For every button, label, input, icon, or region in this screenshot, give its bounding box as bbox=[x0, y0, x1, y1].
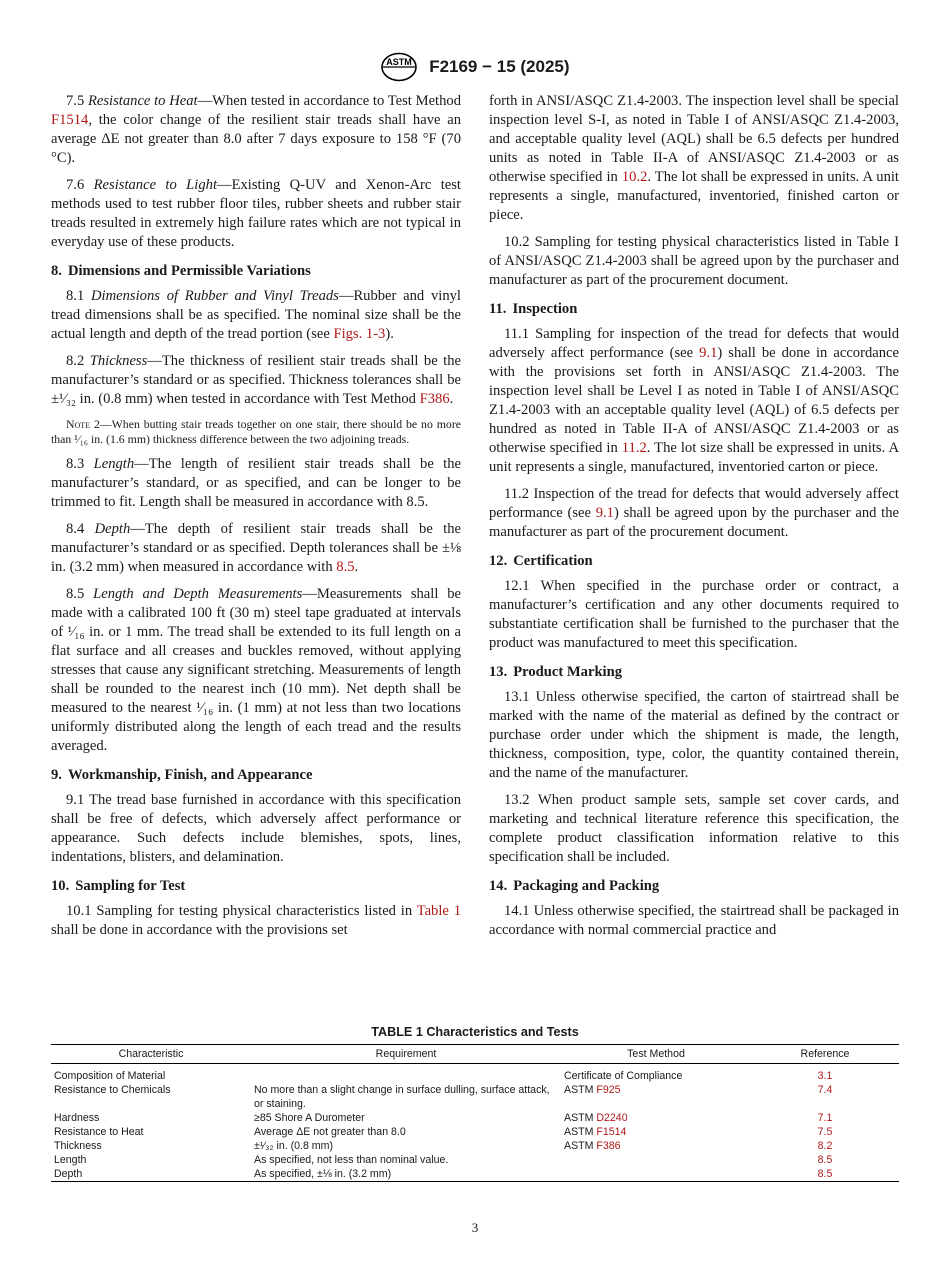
table-title: TABLE 1 Characteristics and Tests bbox=[371, 1025, 579, 1039]
heading-11: 11. Inspection bbox=[489, 301, 578, 317]
cell-reference[interactable]: 8.5 bbox=[817, 1154, 833, 1166]
link-10-2[interactable]: 10.2 bbox=[621, 169, 648, 185]
cell-test-method: ASTM F925 bbox=[564, 1084, 621, 1096]
link-table-1[interactable]: Table 1 bbox=[416, 903, 461, 919]
section-8-4: 8.4 Depth—The depth of resilient stair treads shall be the manufacturer’s standard or as specified. Depth tolerances shall be ±⅛ in. (3.2 mm) when measured in accordance with 8.5. bbox=[51, 521, 461, 575]
section-8-5: 8.5 Length and Depth Measurements—Measurements shall be made with a calibrated 100 ft (30 m) steel tape graduated at intervals of ¹⁄₁₆ in. or 1 mm. The tread shall be extended to its full length on a flat surface and all creases and buckles removed, without applying stresses that cause any significant stretching. Measurements of length shall be rounded to the nearest inch (10 mm). Net depth shall be measured to the nearest ¹⁄₁₆ in. (1 mm) at not less than two locations uniformly distributed along the length of each tread and the results averaged. bbox=[51, 586, 461, 754]
section-8-2: 8.2 Thickness—The thickness of resilient stair treads shall be the manufacturer’s standard or as specified. Thickness tolerances shall be ±¹⁄₃₂ in. (0.8 mm) when tested in accordance with Test Method F386. bbox=[51, 353, 461, 407]
cell-reference[interactable]: 7.5 bbox=[817, 1126, 833, 1138]
heading-14: 14. Packaging and Packing bbox=[489, 878, 660, 894]
table-row bbox=[51, 1167, 899, 1182]
cell-reference[interactable]: 8.2 bbox=[817, 1140, 833, 1152]
page-number: 3 bbox=[471, 1220, 479, 1235]
cell-test-method bbox=[561, 1167, 751, 1182]
cell-characteristic: Hardness bbox=[54, 1112, 100, 1124]
cell-requirement: ±¹⁄₃₂ in. (0.8 mm) bbox=[254, 1140, 333, 1152]
heading-12: 12. Certification bbox=[489, 553, 593, 569]
cell-reference[interactable]: 7.1 bbox=[817, 1112, 833, 1124]
link-f1514[interactable]: F1514 bbox=[51, 112, 89, 128]
table-row bbox=[51, 1083, 899, 1111]
cell-characteristic: Depth bbox=[51, 1167, 251, 1182]
link-f386-table[interactable]: F386 bbox=[596, 1140, 621, 1152]
left-column bbox=[51, 92, 461, 948]
cell-requirement: ≥85 Shore A Durometer bbox=[254, 1112, 365, 1124]
section-10-1-continued: forth in ANSI/ASQC Z1.4-2003. The inspection level shall be special inspection level S-I, as noted in Table I of ANSI/ASQC Z1.4-2003, and acceptable quality level (AQL) shall be 6.5 defects per hundred units as noted in Table II-A of ANSI/ASQC Z1.4-2003 or as otherwise specified in 10.2. The lot shall be expressed in units. A unit represents a single, manufactured, inventoried, finished carton or piece. bbox=[489, 93, 899, 223]
link-11-2[interactable]: 11.2 bbox=[621, 440, 647, 456]
note-2: Note 2—When butting stair treads together on one stair, there should be no more than ¹⁄₁₆ in. (1.6 mm) thickness difference between the two adjoining treads. bbox=[51, 417, 461, 446]
col-header-requirement: Requirement bbox=[251, 1045, 561, 1064]
cell-reference[interactable]: 7.4 bbox=[817, 1084, 833, 1096]
characteristics-table bbox=[51, 1044, 899, 1182]
designation: F2169 − 15 (2025) bbox=[429, 57, 570, 76]
cell-requirement: Average ΔE not greater than 8.0 bbox=[254, 1126, 406, 1138]
section-10-1: 10.1 Sampling for testing physical characteristics listed in Table 1 shall be done in accordance with the provisions set bbox=[51, 903, 461, 938]
table-row bbox=[51, 1125, 899, 1139]
table-row bbox=[51, 1111, 899, 1125]
section-13-1: 13.1 Unless otherwise specified, the carton of stairtread shall be marked with the name of the material as defined by the contract or purchase order under which the shipment is made, the length, thickness, composition, type, color, the quantity contained therein, and the name of the manufacturer. bbox=[489, 689, 899, 781]
table-row bbox=[51, 1064, 899, 1084]
cell-reference[interactable]: 8.5 bbox=[751, 1167, 899, 1182]
section-11-1: 11.1 Sampling for inspection of the tread for defects that would adversely affect performance (see 9.1) shall be done in accordance with the provisions set forth in ANSI/ASQC Z1.4-2003. The inspection level shall be Level I as noted in Table I of ANSI/ASQC Z1.4-2003 with an acceptable quality level (AQL) of 6.5 defects per hundred as noted in Table II-A of ANSI/ASQC Z1.4-2003 or as otherwise specified in 11.2. The lot size shall be expressed in units. A unit represents a single, manufactured, inventoried carton or piece. bbox=[489, 326, 899, 475]
link-d2240[interactable]: D2240 bbox=[596, 1112, 628, 1124]
section-13-2: 13.2 When product sample sets, sample set cover cards, and marketing and technical literature reference this specification, the complete product classification information relative to this specification shall be included. bbox=[489, 792, 899, 865]
heading-8: 8. Dimensions and Permissible Variations bbox=[51, 263, 311, 279]
cell-characteristic: Resistance to Chemicals bbox=[54, 1084, 171, 1096]
section-11-2: 11.2 Inspection of the tread for defects that would adversely affect performance (see 9.1) shall be agreed upon by the purchaser and the manufacturer as part of the procurement document. bbox=[489, 486, 899, 540]
heading-13: 13. Product Marking bbox=[489, 664, 623, 680]
col-header-characteristic: Characteristic bbox=[51, 1045, 251, 1064]
cell-characteristic: Composition of Material bbox=[54, 1070, 166, 1082]
section-10-2: 10.2 Sampling for testing physical characteristics listed in Table I of ANSI/ASQC Z1.4-2003 shall be agreed upon by the purchaser and manufacturer as part of the procurement document. bbox=[489, 234, 899, 288]
section-14-1: 14.1 Unless otherwise specified, the stairtread shall be packaged in accordance with normal commercial practice and bbox=[489, 903, 899, 938]
cell-test-method: ASTM F1514 bbox=[564, 1126, 627, 1138]
cell-reference[interactable]: 3.1 bbox=[817, 1070, 833, 1082]
cell-test-method bbox=[561, 1153, 751, 1167]
cell-test-method: ASTM F386 bbox=[564, 1140, 621, 1152]
cell-characteristic: Thickness bbox=[54, 1140, 102, 1152]
table-row bbox=[51, 1153, 899, 1167]
link-f925[interactable]: F925 bbox=[596, 1084, 621, 1096]
section-9-1: 9.1 The tread base furnished in accordance with this specification shall be free of defects, which adversely affect performance or appearance. Such defects include blemishes, spots, lines, indentations, blisters, and delamination. bbox=[51, 792, 461, 865]
heading-9: 9. Workmanship, Finish, and Appearance bbox=[51, 767, 313, 783]
section-7-6: 7.6 Resistance to Light—Existing Q-UV and Xenon-Arc test methods used to test rubber floor tiles, rubber sheets and rubber stair treads resulted in extremely high failure rates which are not typical in everyday use of these products. bbox=[51, 177, 461, 250]
section-12-1: 12.1 When specified in the purchase order or contract, a manufacturer’s certification and any other documents required to substantiate certification shall be furnished to the purchaser that the product was manufactured to meet this specification. bbox=[489, 578, 899, 651]
svg-text:ASTM: ASTM bbox=[386, 57, 413, 67]
link-9-1-b[interactable]: 9.1 bbox=[595, 505, 614, 521]
cell-test-method: ASTM D2240 bbox=[564, 1112, 628, 1124]
link-figs[interactable]: Figs. 1-3 bbox=[333, 326, 386, 342]
section-7-5: 7.5 Resistance to Heat—When tested in accordance to Test Method F1514, the color change of the resilient stair treads shall have an average ΔE not greater than 8.0 after 7 days exposure to 158 °F (70 °C). bbox=[51, 93, 461, 166]
right-column bbox=[489, 92, 899, 948]
heading-10: 10. Sampling for Test bbox=[51, 878, 186, 894]
page-header bbox=[0, 52, 950, 82]
table-header-row bbox=[51, 1045, 899, 1064]
cell-requirement: No more than a slight change in surface dulling, surface attack, or staining. bbox=[254, 1084, 550, 1110]
col-header-reference: Reference bbox=[751, 1045, 899, 1064]
section-8-3: 8.3 Length—The length of resilient stair treads shall be the manufacturer’s standard, or as specified, and can be longer to be trimmed to fit. Length shall be measured in accordance with 8.5. bbox=[51, 456, 461, 510]
link-f386[interactable]: F386 bbox=[419, 391, 450, 407]
section-8-1: 8.1 Dimensions of Rubber and Vinyl Treads—Rubber and vinyl tread dimensions shall be as specified. The nominal size shall be the actual length and depth of the tread portion (see Figs. 1-3). bbox=[51, 288, 461, 342]
cell-test-method: Certificate of Compliance bbox=[564, 1070, 683, 1082]
link-8-5[interactable]: 8.5 bbox=[336, 559, 355, 575]
col-header-test-method: Test Method bbox=[561, 1045, 751, 1064]
link-9-1[interactable]: 9.1 bbox=[699, 345, 718, 361]
cell-characteristic: Resistance to Heat bbox=[54, 1126, 144, 1138]
link-f1514-table[interactable]: F1514 bbox=[596, 1126, 627, 1138]
cell-requirement: As specified, not less than nominal value. bbox=[254, 1154, 449, 1166]
cell-requirement bbox=[251, 1064, 561, 1084]
table-row bbox=[51, 1139, 899, 1153]
cell-characteristic: Length bbox=[54, 1154, 87, 1166]
astm-logo-icon bbox=[380, 52, 418, 82]
cell-requirement: As specified, ±⅛ in. (3.2 mm) bbox=[251, 1167, 561, 1182]
